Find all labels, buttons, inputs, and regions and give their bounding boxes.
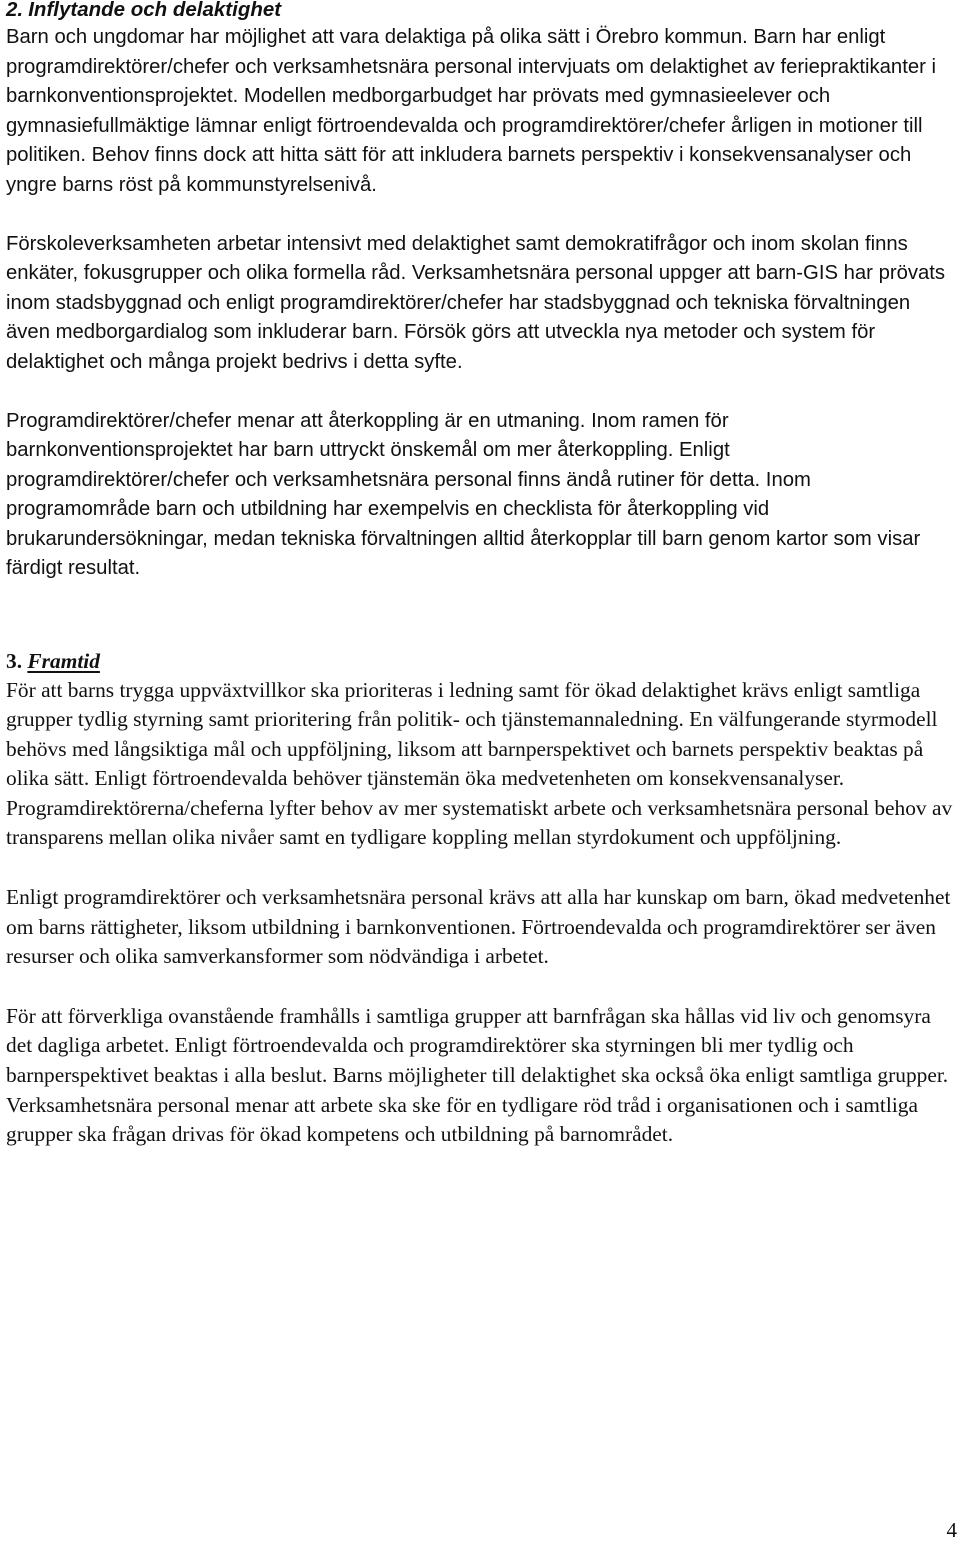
section-number: 3.: [6, 648, 23, 673]
paragraph: För att förverkliga ovanstående framhålls i samtliga grupper att barnfrågan ska hållas vid liv och genomsyra det dagliga arbetet. Enligt förtroendevalda och programdirektörer ska styrningen bli mer tydlig och barnperspektivet beaktas i alla beslut. Barns möjligheter till delaktighet ska också öka enligt samtliga grupper. Verksamhetsnära personal menar att arbete ska ske för en tydligare röd tråd i organisationen och i samtliga grupper ska frågan drivas för ökad kompetens och utbildning på barnområdet.: [6, 1003, 949, 1147]
section-title: Framtid: [27, 648, 100, 673]
section-heading-2: [6, 0, 956, 22]
paragraph-gap: [6, 853, 956, 883]
paragraph: Enligt programdirektörer och verksamhetsnära personal krävs att alla har kunskap om barn, ökad medvetenhet om barns rättigheter, liksom utbildning i barnkonventionen. Förtroendevalda och programdirektörer ser även resurser och olika samverkansformer som nödvändiga i arbetet.: [6, 885, 951, 969]
paragraph: Programdirektörer/chefer menar att återkoppling är en utmaning. Inom ramen för barnkonventionsprojektet har barn uttryckt önskemål om mer återkoppling. Enligt programdirektörer/chefer och verksamhetsnära personal finns ändå rutiner för detta. Inom programområde barn och utbildning har exempelvis en checklista för återkoppling vid brukarundersökningar, medan tekniska förvaltningen alltid återkopplar till barn genom kartor som visar färdigt resultat.: [6, 409, 921, 579]
paragraph-gap: [6, 200, 956, 230]
page-content: [6, 0, 956, 1150]
section-number: 2.: [6, 0, 24, 21]
section-gap: [6, 584, 956, 647]
paragraph-gap: [6, 972, 956, 1002]
paragraph-gap: [6, 377, 956, 407]
section-title: Inflytande och delaktighet: [28, 0, 282, 21]
paragraph: För att barns trygga uppväxtvillkor ska prioriteras i ledning samt för ökad delaktighet krävs enligt samtliga grupper tydlig styrning samt prioritering från politik- och tjänstemannaledning. En välfungerande styrmodell behövs med långsiktiga mål och uppföljning, liksom att barnperspektivet och barnets perspektiv beaktas på olika sätt. Enligt förtroendevalda behöver tjänstemän öka medvetenheten om konsekvensanalyser. Programdirektörerna/cheferna lyfter behov av mer systematiskt arbete och verksamhetsnära personal behov av transparens mellan olika nivåer samt en tydligare koppling mellan styrdokument och uppföljning.: [6, 677, 953, 850]
paragraph: Förskoleverksamheten arbetar intensivt med delaktighet samt demokratifrågor och inom skolan finns enkäter, fokusgrupper och olika formella råd. Verksamhetsnära personal uppger att barn-GIS har prövats inom stadsbyggnad och enligt programdirektörer/chefer har stadsbyggnad och tekniska förvaltningen även medborgardialog som inkluderar barn. Försök görs att utveckla nya metoder och system för delaktighet och många projekt bedrivs i detta syfte.: [6, 232, 946, 373]
paragraph: Barn och ungdomar har möjlighet att vara delaktiga på olika sätt i Örebro kommun. Barn har enligt programdirektörer/chefer och verksamhetsnära personal intervjuats om delaktighet av feriepraktikanter i barnkonventionsprojektet. Modellen medborgarbudget har prövats med gymnasieelever och gymnasiefullmäktige lämnar enligt förtroendevalda och programdirektörer/chefer årligen in motioner till politiken. Behov finns dock att hitta sätt för att inkludera barnets perspektiv i konsekvensanalyser och yngre barns röst på kommunstyrelsenivå.: [6, 26, 936, 196]
section-heading-3: [6, 647, 956, 676]
page-number: 4: [946, 1518, 957, 1542]
